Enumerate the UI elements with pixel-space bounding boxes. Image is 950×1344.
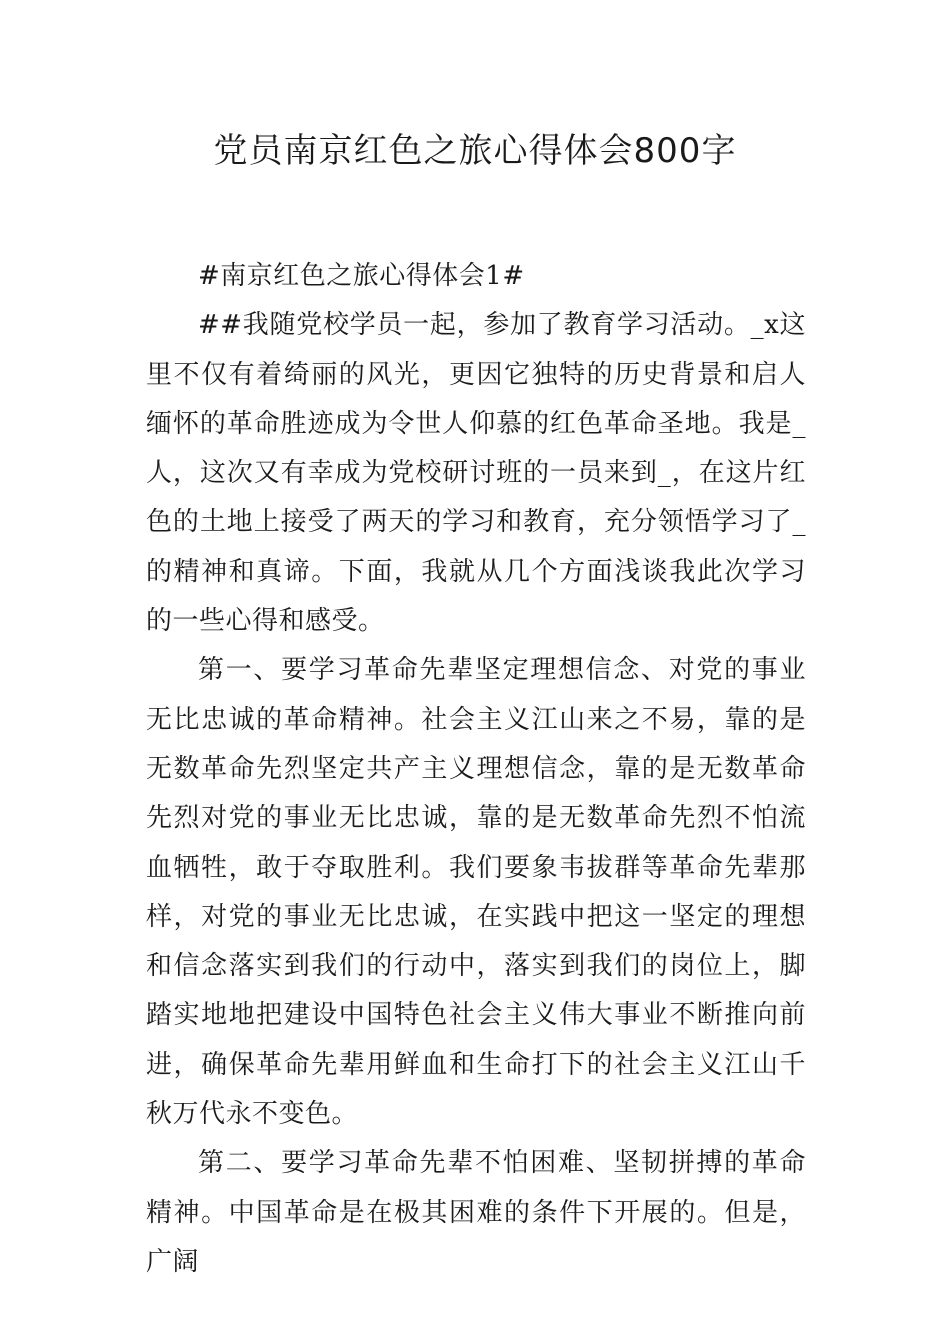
paragraph-heading: #南京红色之旅心得体会1#: [198, 261, 525, 291]
paragraph-second-point: 第二、要学习革命先辈不怕困难、坚韧拼搏的革命精神。中国革命是在极其困难的条件下开展的。但是，广阔: [146, 1148, 806, 1277]
paragraph-intro: ##我随党校学员一起，参加了教育学习活动。_x这里不仅有着绮丽的风光，更因它独特的历史背景和启人缅怀的革命胜迹成为令世人仰慕的红色革命圣地。我是_人，这次又有幸成为党校研讨班的一员来到_，在这片红色的土地上接受了两天的学习和教育，充分领悟学习了_的精神和真谛。下面，我就从几个方面浅谈我此次学习的一些心得和感受。: [146, 310, 806, 637]
document-title: 党员南京红色之旅心得体会800字: [213, 131, 737, 171]
document-body: [146, 252, 806, 1287]
paragraph-first-point: 第一、要学习革命先辈坚定理想信念、对党的事业无比忠诚的革命精神。社会主义江山来之不易，靠的是无数革命先烈坚定共产主义理想信念，靠的是无数革命先烈对党的事业无比忠诚，靠的是无数革命先烈不怕流血牺牲，敢于夺取胜利。我们要象韦拔群等革命先辈那样，对党的事业无比忠诚，在实践中把这一坚定的理想和信念落实到我们的行动中，落实到我们的岗位上，脚踏实地地把建设中国特色社会主义伟大事业不断推向前进，确保革命先辈用鲜血和生命打下的社会主义江山千秋万代永不变色。: [146, 655, 806, 1130]
